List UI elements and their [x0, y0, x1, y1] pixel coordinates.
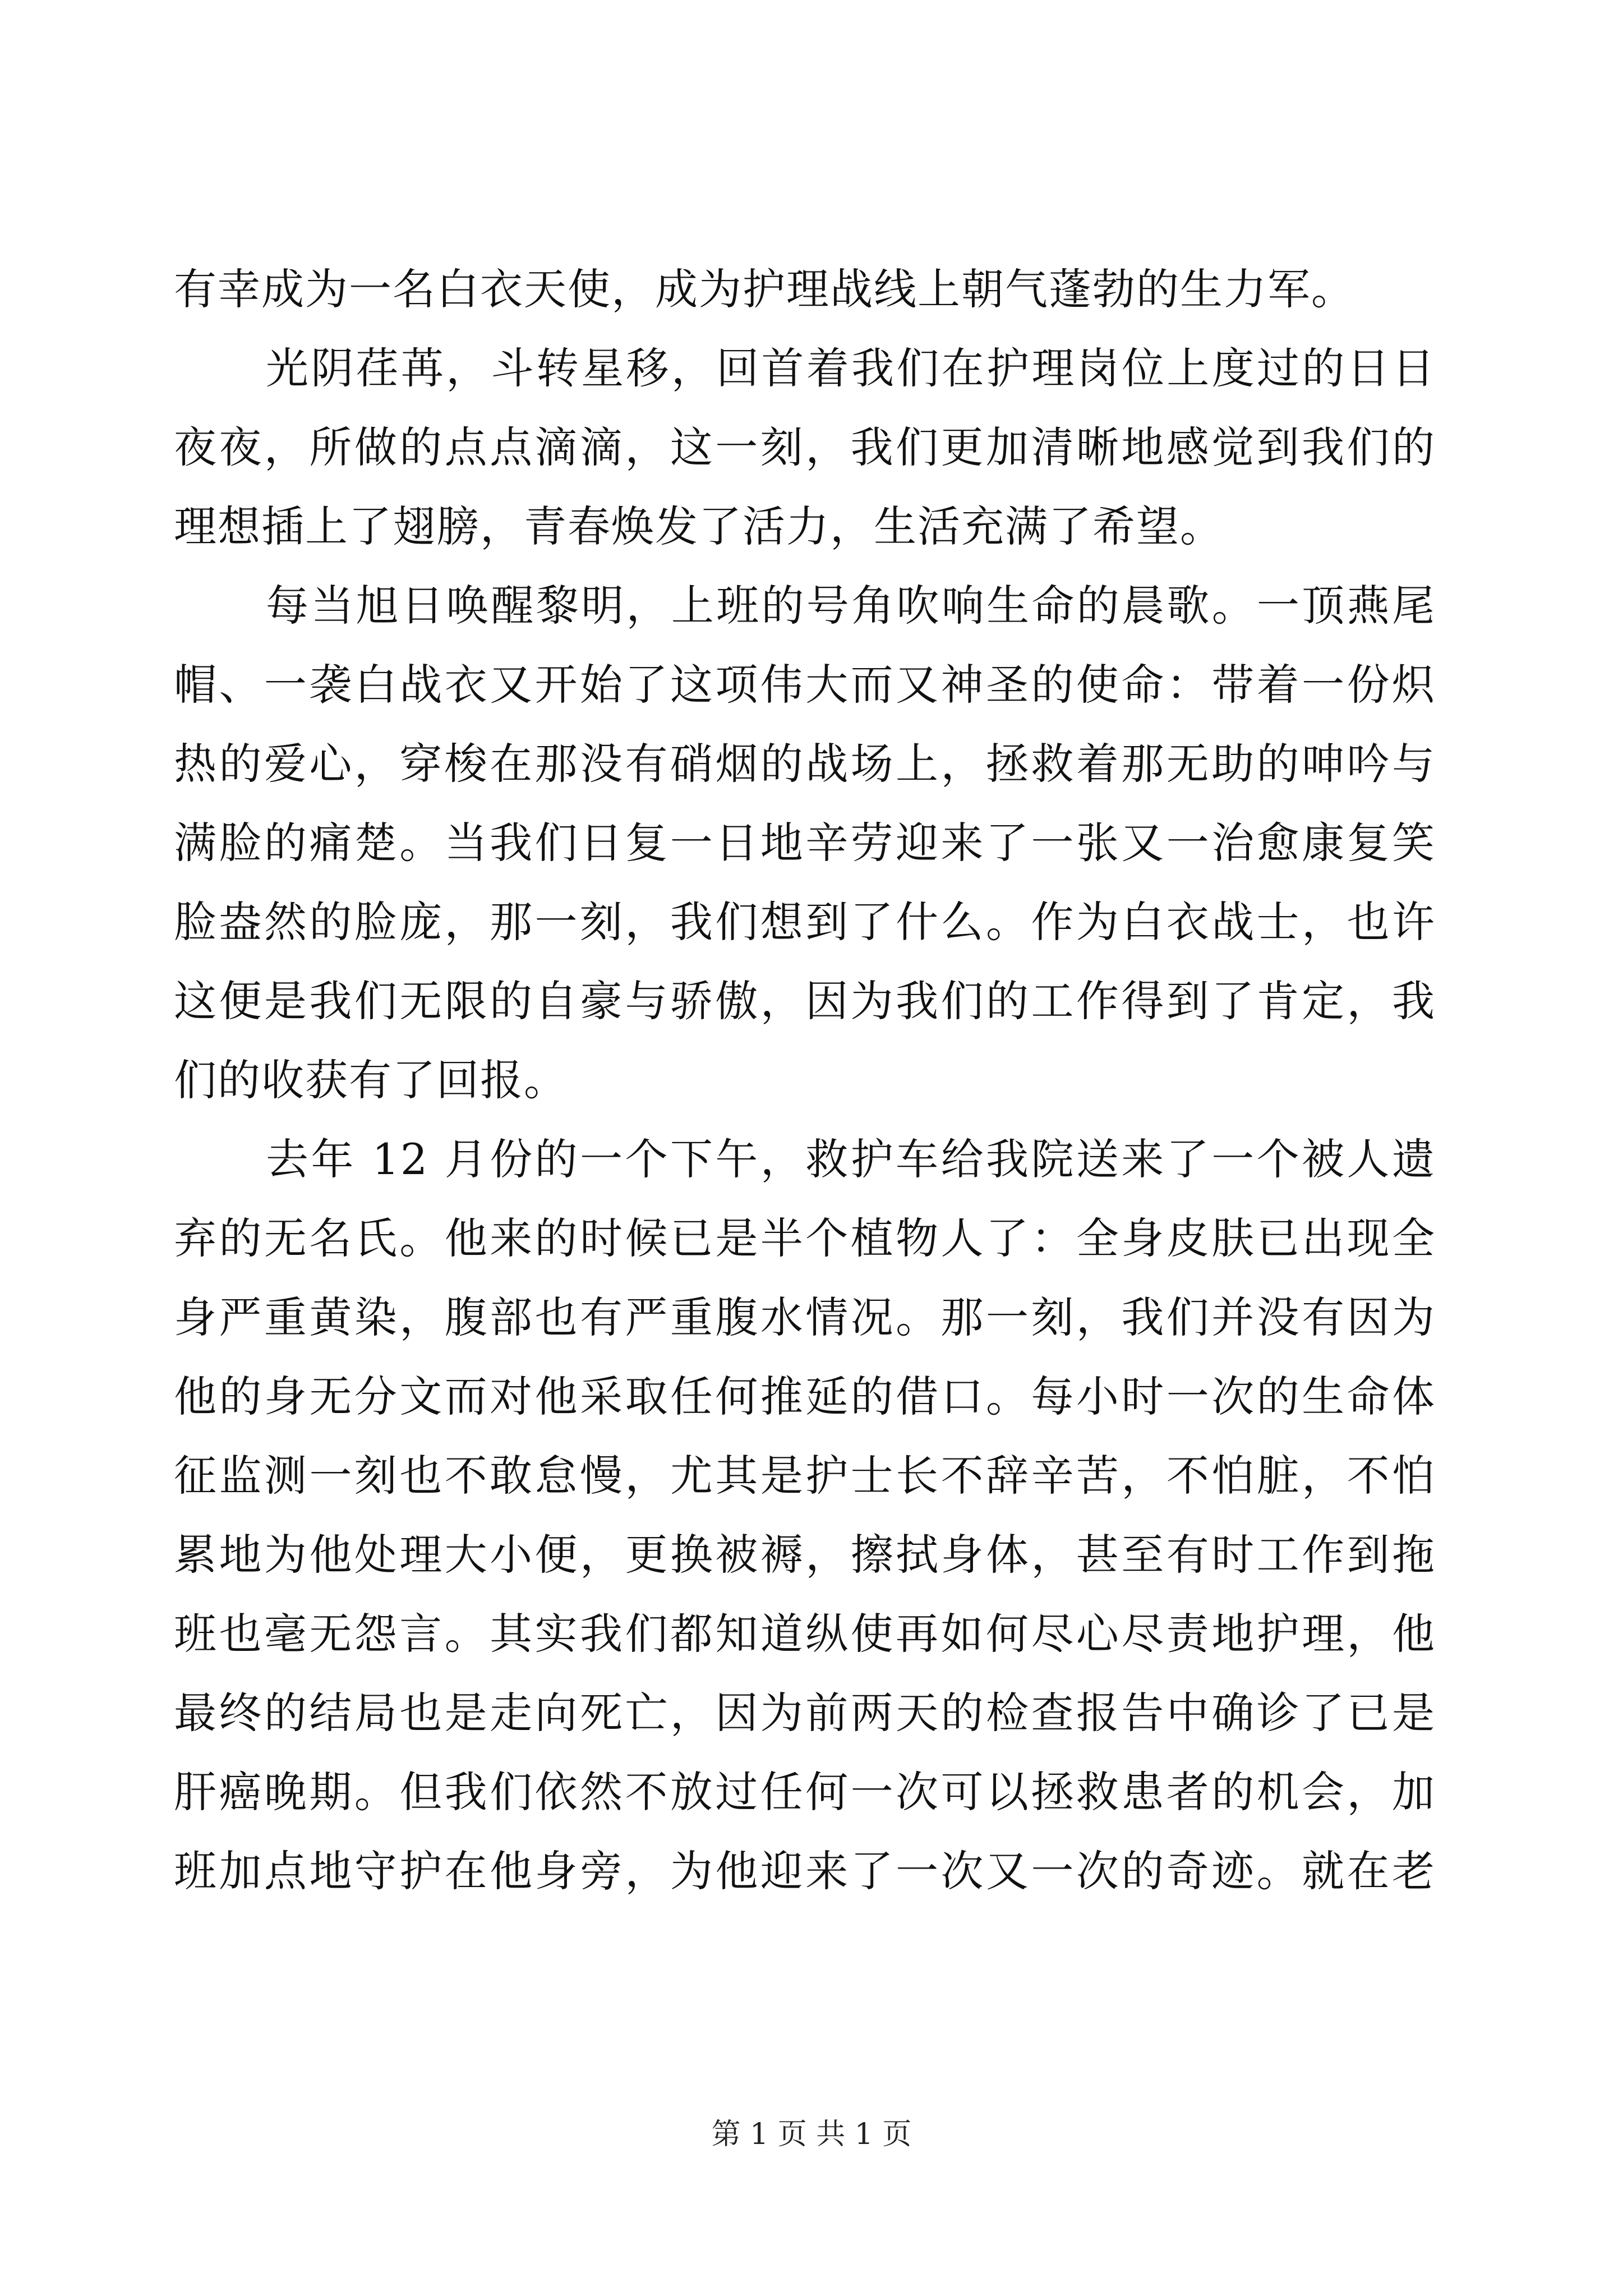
paragraph-2-line-3: 理想插上了翅膀，青春焕发了活力，生活充满了希望。 — [174, 501, 1224, 551]
paragraph-4-line-1: 去年 12 月份的一个下午，救护车给我院送来了一个被人遗 — [266, 1134, 1436, 1184]
paragraph-3-line-1: 每当旭日唤醒黎明，上班的号角吹响生命的晨歌。一顶燕尾 — [266, 581, 1436, 631]
paragraph-4-line-2: 弃的无名氏。他来的时候已是半个植物人了：全身皮肤已出现全 — [174, 1213, 1436, 1263]
paragraph-4-line-5: 征监测一刻也不敢怠慢，尤其是护士长不辞辛苦，不怕脏，不怕 — [174, 1451, 1436, 1501]
paragraph-3-line-7: 们的收获有了回报。 — [174, 1055, 568, 1105]
paragraph-3-line-3: 热的爱心，穿梭在那没有硝烟的战场上，拯救着那无助的呻吟与 — [174, 739, 1436, 789]
paragraph-4-line-3: 身严重黄染，腹部也有严重腹水情况。那一刻，我们并没有因为 — [174, 1292, 1436, 1342]
paragraph-4-line-6: 累地为他处理大小便，更换被褥，擦拭身体，甚至有时工作到拖 — [174, 1530, 1436, 1580]
paragraph-4-line-8: 最终的结局也是走向死亡，因为前两天的检查报告中确诊了已是 — [174, 1688, 1436, 1738]
paragraph-2-line-2: 夜夜，所做的点点滴滴，这一刻，我们更加清晰地感觉到我们的 — [174, 422, 1436, 472]
paragraph-3-line-5: 脸盎然的脸庞，那一刻，我们想到了什么。作为白衣战士，也许 — [174, 897, 1436, 947]
page-number-label: 第 1 页 共 1 页 — [711, 2118, 912, 2151]
paragraph-3-line-2: 帽、一袭白战衣又开始了这项伟大而又神圣的使命：带着一份炽 — [174, 660, 1436, 710]
paragraph-2-line-1: 光阴荏苒，斗转星移，回首着我们在护理岗位上度过的日日 — [266, 343, 1436, 393]
paragraph-4-line-10: 班加点地守护在他身旁，为他迎来了一次又一次的奇迹。就在老 — [174, 1846, 1436, 1896]
paragraph-4-line-9: 肝癌晚期。但我们依然不放过任何一次可以拯救患者的机会，加 — [174, 1767, 1436, 1817]
paragraph-3-line-6: 这便是我们无限的自豪与骄傲，因为我们的工作得到了肯定，我 — [174, 976, 1436, 1026]
paragraph-4-line-7: 班也毫无怨言。其实我们都知道纵使再如何尽心尽责地护理，他 — [174, 1609, 1436, 1659]
paragraph-1-line-1: 有幸成为一名白衣天使，成为护理战线上朝气蓬勃的生力军。 — [174, 264, 1355, 314]
paragraph-4-line-4: 他的身无分文而对他采取任何推延的借口。每小时一次的生命体 — [174, 1372, 1436, 1421]
page-footer — [0, 2115, 1623, 2154]
paragraph-3-line-4: 满脸的痛楚。当我们日复一日地辛劳迎来了一张又一治愈康复笑 — [174, 818, 1436, 868]
